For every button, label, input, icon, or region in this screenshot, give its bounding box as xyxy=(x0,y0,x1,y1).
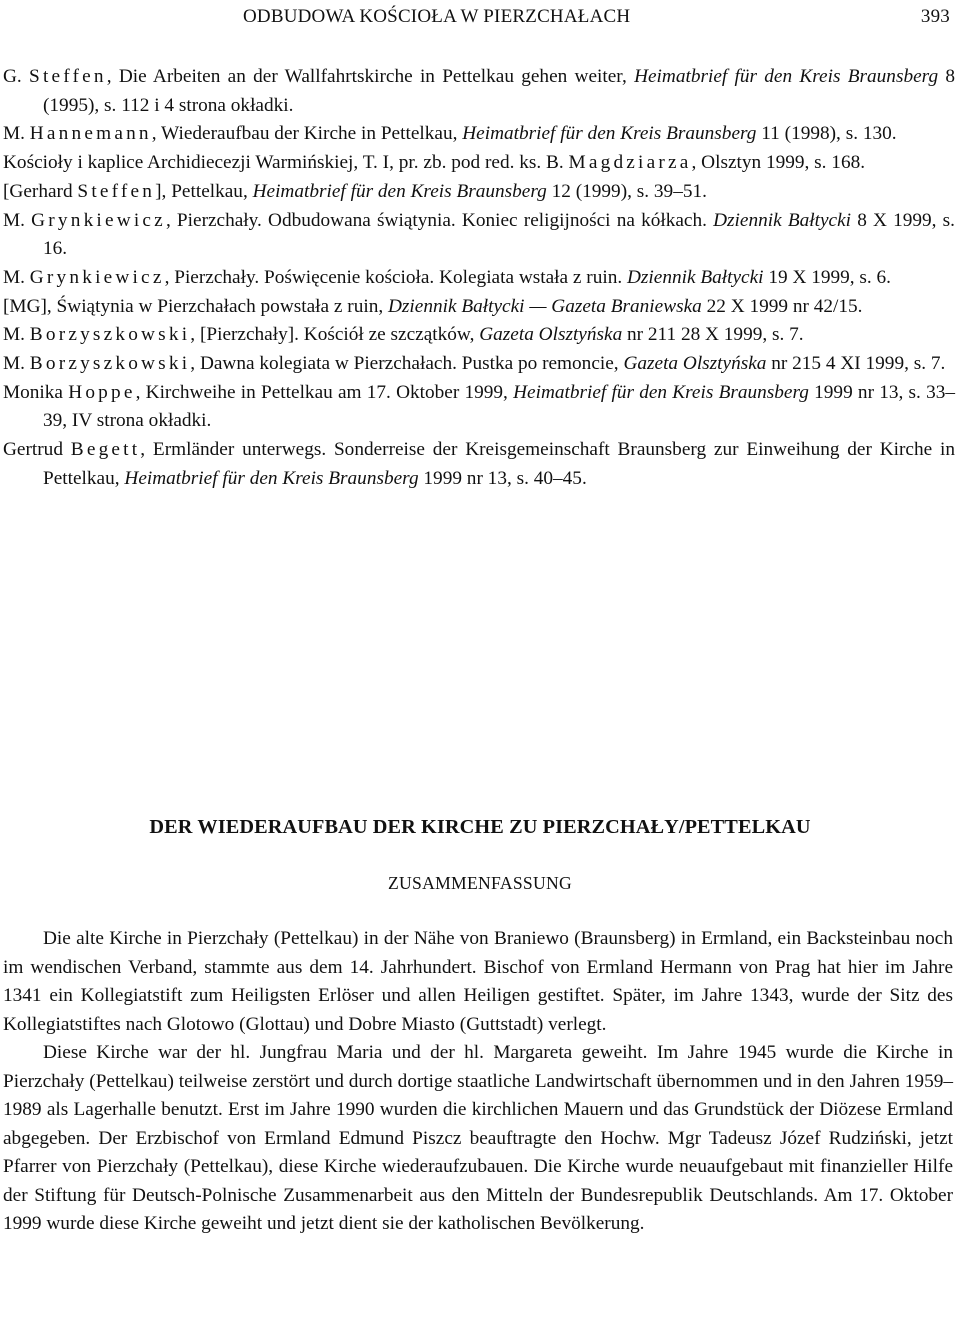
page-number: 393 xyxy=(920,6,950,27)
entry-text: , Pierzchały. Poświęcenie kościoła. Kolegiata wstała z ruin. xyxy=(164,266,627,288)
entry-text: M. xyxy=(3,353,30,375)
italic-title: Dziennik Bałtycki xyxy=(627,266,764,288)
bibliography-entry xyxy=(3,293,955,322)
entry-text: nr 215 4 XI 1999, s. 7. xyxy=(766,353,946,375)
entry-text: Gertrud xyxy=(3,439,71,461)
spaced-author-name: Borzyszkowski xyxy=(29,324,191,346)
entry-text: G. xyxy=(3,66,30,87)
summary-subheading: ZUSAMMENFASSUNG xyxy=(387,873,573,893)
spaced-author-name: Borzyszkowski xyxy=(29,353,191,375)
bibliography-entry xyxy=(3,264,955,293)
entry-text: ], Pettelkau, xyxy=(155,180,253,202)
entry-text: , Ermländer unterwegs. Sonderreise der Kreisgemeinschaft Braunsberg zur Einweihung der Kirche in Pettelkau, xyxy=(43,439,955,489)
spaced-author-name: Grynkiewicz xyxy=(31,209,166,231)
entry-text: 12 (1999), s. 39–51. xyxy=(546,180,707,202)
summary-body xyxy=(3,925,953,1239)
bibliography-entry xyxy=(3,350,955,379)
running-head xyxy=(0,4,960,30)
entry-text: [Gerhard xyxy=(3,180,78,202)
entry-text: [MG], Świątynia w Pierzchałach powstała z ruin, xyxy=(3,295,388,317)
running-head-title: ODBUDOWA KOŚCIOŁA W PIERZCHAŁACH xyxy=(243,6,631,27)
bibliography-entry xyxy=(3,321,955,350)
bibliography-entry xyxy=(3,178,955,207)
spaced-author-name: Steffen xyxy=(29,66,107,87)
italic-title: Dziennik Bałtycki xyxy=(713,209,852,231)
entry-text: M. xyxy=(3,123,30,145)
entry-text: 1999 nr 13, s. 40–45. xyxy=(418,467,587,489)
entry-text: , Wiederaufbau der Kirche in Pettelkau, xyxy=(151,123,463,145)
bibliography-entry xyxy=(3,63,955,120)
italic-title: Gazeta Olsztyńska xyxy=(479,324,623,346)
italic-title: Gazeta Olsztyńska xyxy=(623,353,767,375)
italic-title: Heimatbrief für den Kreis Braunsberg xyxy=(634,66,939,87)
entry-text: , Olsztyn 1999, s. 168. xyxy=(691,152,866,174)
entry-text: nr 211 28 X 1999, s. 7. xyxy=(622,324,804,346)
entry-text: 22 X 1999 nr 42/15. xyxy=(701,295,863,317)
entry-text: , Dawna kolegiata w Pierzchałach. Pustka po remoncie, xyxy=(190,353,624,375)
entry-text: , Die Arbeiten an der Wallfahrtskirche in Pettelkau gehen weiter, xyxy=(106,66,635,87)
spaced-author-name: Magdziarza xyxy=(568,152,692,174)
bibliography-entry xyxy=(3,436,955,493)
summary-heading: DER WIEDERAUFBAU DER KIRCHE ZU PIERZCHAŁY/PETTELKAU xyxy=(149,816,811,838)
entry-text: Kościoły i kaplice Archidiecezji Warmińskiej, T. I, pr. zb. pod red. ks. B. xyxy=(3,152,569,174)
italic-title: Heimatbrief für den Kreis Braunsberg xyxy=(124,467,419,489)
bibliography-entry xyxy=(3,149,955,178)
entry-text: 8 (1995), s. 112 i 4 strona okładki. xyxy=(43,66,956,116)
summary-paragraph: Diese Kirche war der hl. Jungfrau Maria und der hl. Margareta geweiht. Im Jahre 1945 wurde die Kirche in Pierzchały (Pettelkau) teilweise zerstört und durch dortige staatliche Landwirtschaft übernommen und in den Jahren 1959–1989 als Lagerhalle benutzt. Erst im Jahre 1990 wurden die kirchlichen Mauern und das Grundstück der Diözese Ermland abgegeben. Der Erzbischof von Ermland Edmund Piszcz beauftragte den Hochw. Mgr Tadeusz Józef Rudziński, jetzt Pfarrer von Pierzchały (Pettelkau), diese Kirche wiederaufzubauen. Die Kirche wurde neuaufgebaut mit finanzieller Hilfe der Stiftung für Deutsch-Polnische Zusammenarbeit aus den Mitteln der Bundesrepublik Deutschlands. Am 17. Oktober 1999 wurde diese Kirche geweiht und jetzt dient sie der katholischen Bevölkerung. xyxy=(3,1042,953,1234)
entry-text: , Kirchweihe in Pettelkau am 17. Oktober 1999, xyxy=(135,381,514,403)
entry-text: Monika xyxy=(3,381,69,403)
bibliography-entry xyxy=(3,120,955,149)
entry-text: , Pierzchały. Odbudowana świątynia. Koniec religijności na kółkach. xyxy=(165,209,714,231)
spaced-author-name: Hoppe xyxy=(68,381,136,403)
spaced-author-name: Begett xyxy=(70,439,141,461)
entry-text: 19 X 1999, s. 6. xyxy=(763,266,892,288)
italic-title: Heimatbrief für den Kreis Braunsberg xyxy=(513,381,809,403)
spaced-author-name: Hannemann xyxy=(29,123,152,145)
spaced-author-name: Grynkiewicz xyxy=(29,266,165,288)
bibliography-entry xyxy=(3,207,955,264)
italic-title: Dziennik Bałtycki — Gazeta Braniewska xyxy=(387,295,702,317)
entry-text: , [Pierzchały]. Kościół ze szczątków, xyxy=(190,324,480,346)
italic-title: Heimatbrief für den Kreis Braunsberg xyxy=(462,123,757,145)
entry-text: M. xyxy=(3,266,30,288)
summary-paragraph: Die alte Kirche in Pierzchały (Pettelkau) in der Nähe von Braniewo (Braunsberg) in Ermland, ein Backsteinbau noch im wendischen Verband, stammte aus dem 14. Jahrhundert. Bischof von Ermland Hermann von Prag hat hier im Jahre 1341 ein Kollegiatstift zum Heiligsten Erlöser und allen Heiligen gestiftet. Später, im Jahre 1343, wurde der Sitz des Kollegiatstiftes nach Glotowo (Glottau) und Dobre Miasto (Guttstadt) verlegt. xyxy=(3,928,953,1035)
spaced-author-name: Steffen xyxy=(77,180,156,202)
entry-text: 1999 nr 13, s. 33–39, IV strona okładki. xyxy=(43,381,955,432)
bibliography-list xyxy=(3,63,955,494)
entry-text: 8 X 1999, s. 16. xyxy=(43,209,955,260)
italic-title: Heimatbrief für den Kreis Braunsberg xyxy=(252,180,547,202)
entry-text: M. xyxy=(3,324,30,346)
entry-text: M. xyxy=(3,209,32,231)
entry-text: 11 (1998), s. 130. xyxy=(756,123,897,145)
bibliography-entry xyxy=(3,379,955,436)
